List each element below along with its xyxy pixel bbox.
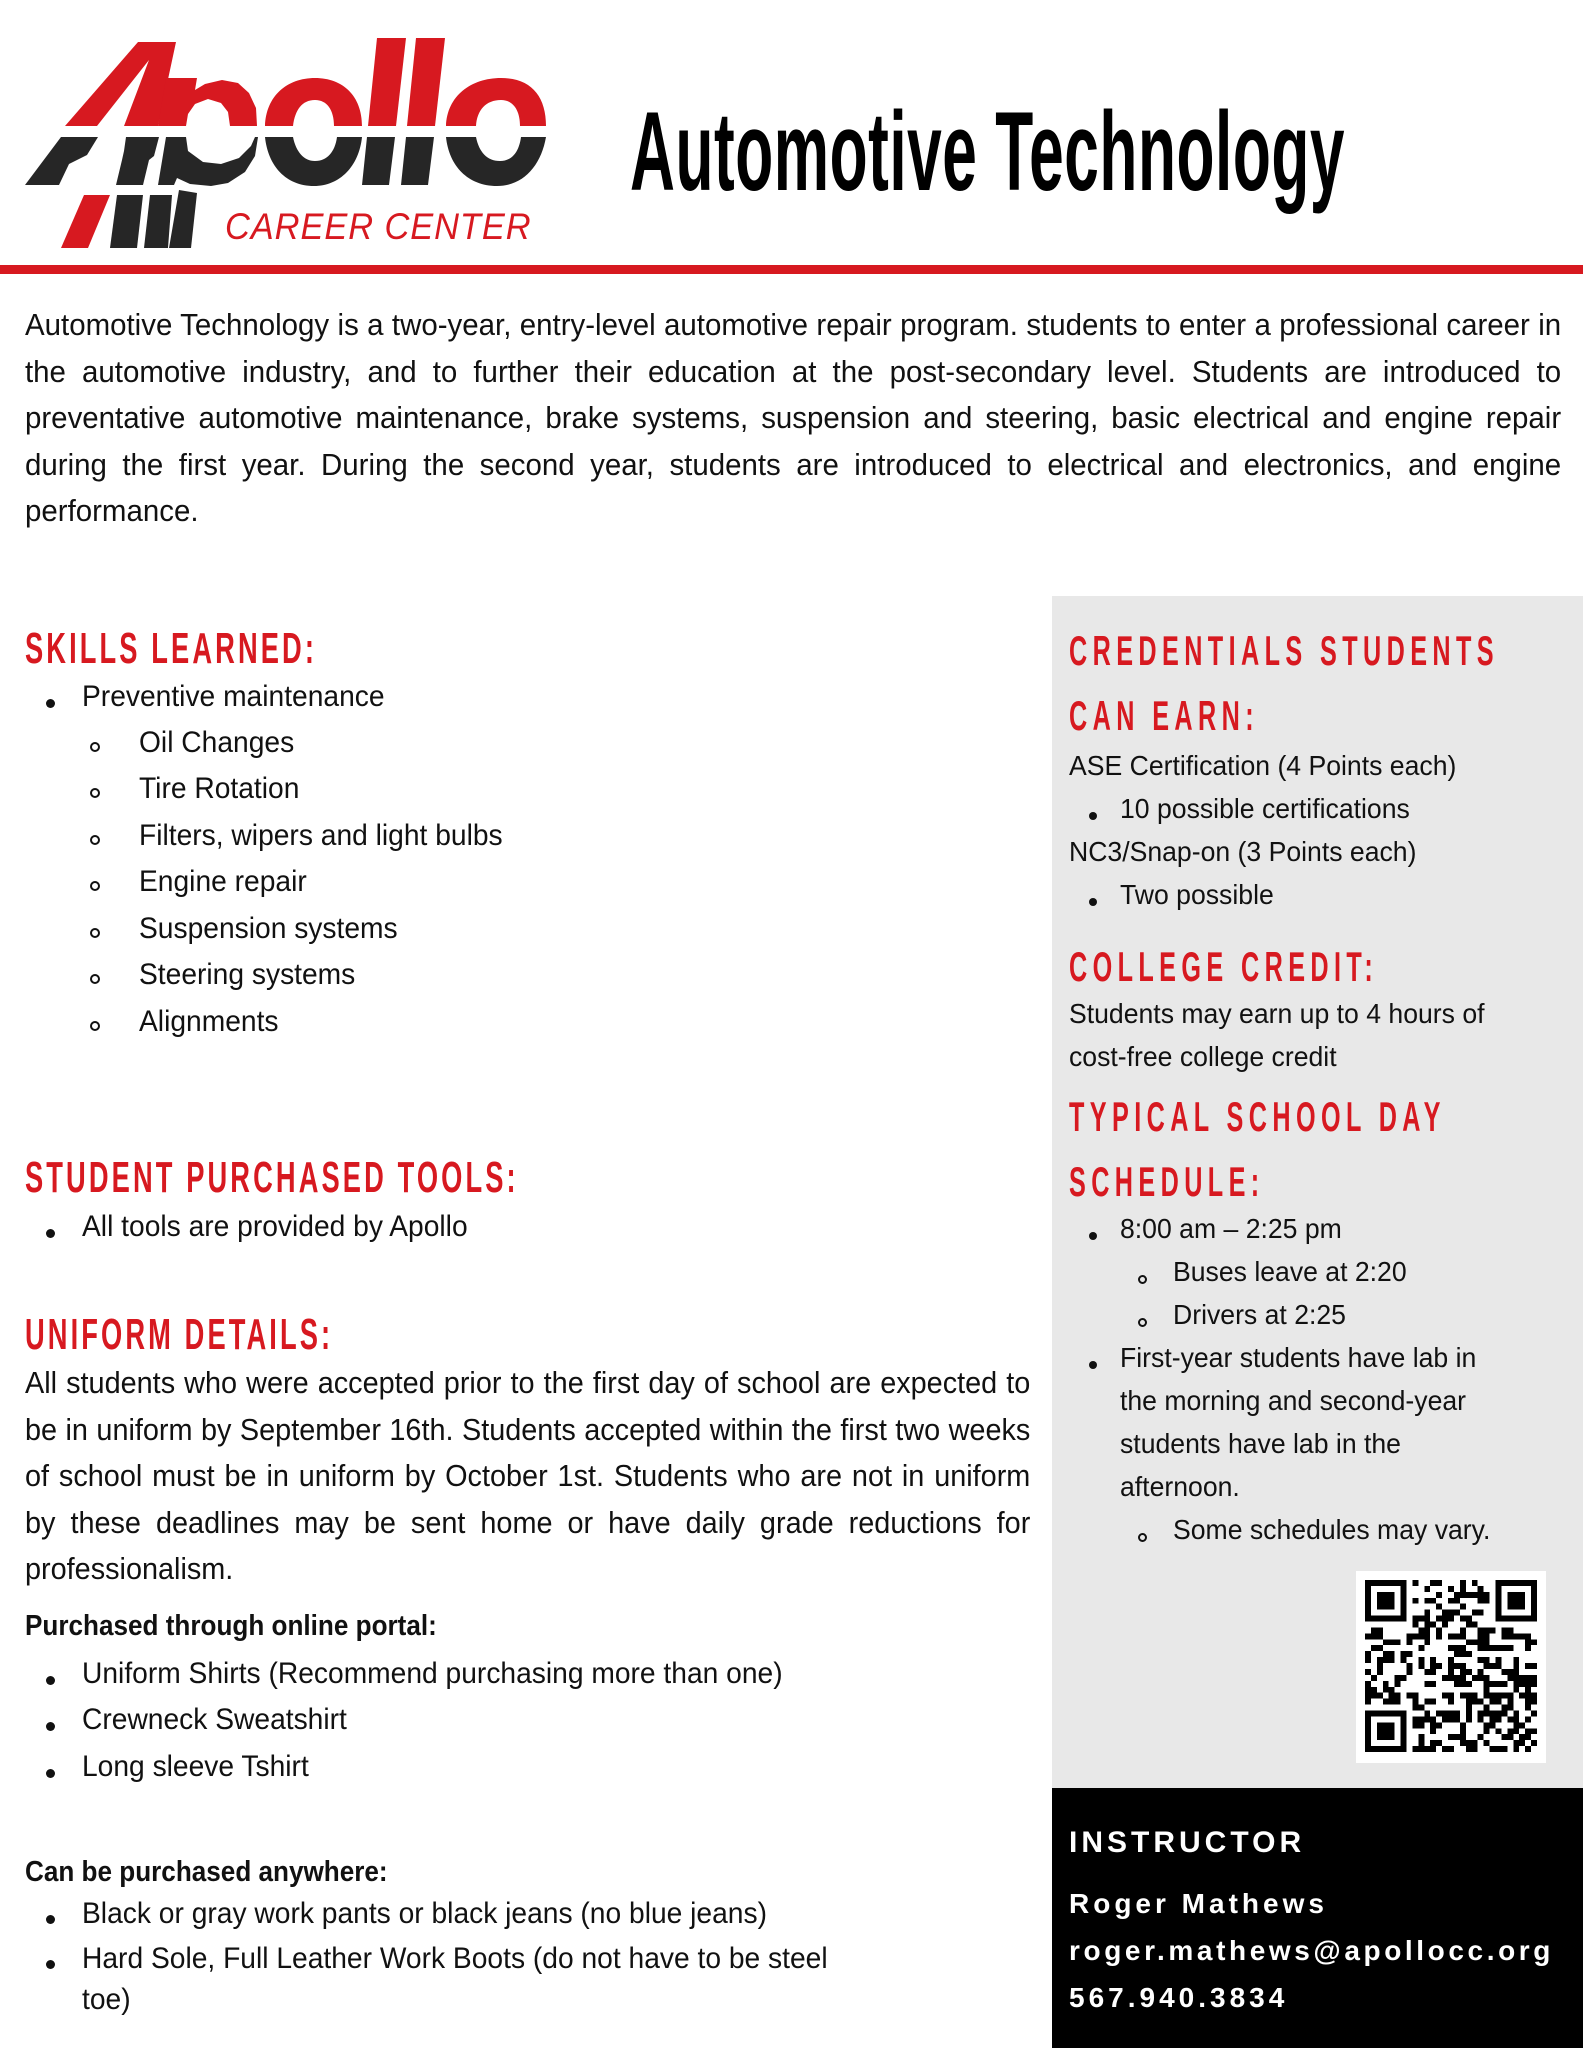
- bullet-icon: [46, 699, 55, 708]
- intro-text: Automotive Technology is a two-year, entry-level automotive repair program. students to enter a professional career in the automotive industry, and to further their education at the post-secondary level. Students are introduced to preventative automotive maintenance, brake systems, suspension and steering, basic electrical and engine repair during the first year. During the second year, students are introduced to electrical and electronics, and engine performance.: [25, 307, 1562, 529]
- bullet-icon: [46, 1960, 55, 1969]
- college-heading: COLLEGE CREDIT:: [1069, 943, 1379, 990]
- tools-heading: STUDENT PURCHASED TOOLS:: [25, 1153, 519, 1202]
- uniform-text: All students who were accepted prior to the first day of school are expected to be in uniform by September 16th. Students accepted within the first two weeks of school must be in uniform by October 1st. Students who are not in uniform by these deadlines may be sent home or have daily grade reductions for professionalism.: [25, 1365, 1031, 1587]
- bullet-icon: [46, 1722, 55, 1731]
- circle-bullet-icon: [1138, 1318, 1147, 1327]
- instructor-label: INSTRUCTOR: [1069, 1826, 1306, 1859]
- skills-sub-item: Oil Changes: [139, 726, 295, 759]
- circle-bullet-icon: [90, 835, 100, 845]
- circle-bullet-icon: [90, 1021, 100, 1031]
- college-line1: Students may earn up to 4 hours of: [1069, 998, 1485, 1029]
- schedule-lab-line: students have lab in the: [1120, 1428, 1401, 1459]
- schedule-lab-sub: Some schedules may vary.: [1173, 1514, 1491, 1545]
- circle-bullet-icon: [90, 974, 100, 984]
- anywhere-item: Hard Sole, Full Leather Work Boots (do not have to be steel: [82, 1942, 828, 1975]
- credentials-nc3: NC3/Snap-on (3 Points each): [1069, 836, 1417, 867]
- header-divider: [0, 265, 1583, 274]
- uniform-paragraph: [25, 1360, 1030, 1593]
- bullet-icon: [1089, 1232, 1097, 1240]
- instructor-email[interactable]: roger.mathews@apollocc.org: [1069, 1935, 1554, 1966]
- skills-sub-item: Steering systems: [139, 958, 356, 991]
- bullet-icon: [46, 1676, 55, 1685]
- credentials-heading-line1: CREDENTIALS STUDENTS: [1069, 627, 1500, 674]
- college-line2: cost-free college credit: [1069, 1041, 1337, 1072]
- circle-bullet-icon: [90, 788, 100, 798]
- uniform-heading: UNIFORM DETAILS:: [25, 1310, 334, 1359]
- schedule-lab-line: First-year students have lab in: [1120, 1342, 1477, 1373]
- credentials-nc3-item: Two possible: [1120, 879, 1274, 910]
- portal-item: Uniform Shirts (Recommend purchasing more than one): [82, 1657, 783, 1690]
- bullet-icon: [1089, 898, 1097, 906]
- skills-heading: SKILLS LEARNED:: [25, 624, 318, 673]
- schedule-lab-line: the morning and second-year: [1120, 1385, 1467, 1416]
- credentials-ase: ASE Certification (4 Points each): [1069, 750, 1457, 781]
- instructor-phone[interactable]: 567.940.3834: [1069, 1982, 1289, 2013]
- bullet-icon: [1089, 812, 1097, 820]
- qr-code[interactable]: [1356, 1571, 1546, 1763]
- schedule-time-sub: Drivers at 2:25: [1173, 1299, 1346, 1330]
- anywhere-item: Black or gray work pants or black jeans (no blue jeans): [82, 1897, 767, 1930]
- logo-subtitle: CAREER CENTER: [225, 206, 532, 247]
- skills-main-item: Preventive maintenance: [82, 680, 385, 713]
- anywhere-item-continued: toe): [82, 1983, 131, 2016]
- bullet-icon: [46, 1229, 55, 1238]
- bullet-icon: [46, 1769, 55, 1778]
- skills-sub-item: Alignments: [139, 1005, 279, 1038]
- bullet-icon: [46, 1915, 55, 1924]
- schedule-lab-line: afternoon.: [1120, 1471, 1240, 1502]
- portal-item: Crewneck Sweatshirt: [82, 1703, 347, 1736]
- tools-item: All tools are provided by Apollo: [82, 1210, 468, 1243]
- schedule-heading-line2: SCHEDULE:: [1069, 1158, 1265, 1205]
- bullet-icon: [1089, 1361, 1097, 1369]
- circle-bullet-icon: [90, 881, 100, 891]
- portal-label: Purchased through online portal:: [25, 1610, 437, 1642]
- schedule-heading-line1: TYPICAL SCHOOL DAY: [1069, 1093, 1446, 1140]
- portal-item: Long sleeve Tshirt: [82, 1750, 309, 1783]
- skills-sub-item: Suspension systems: [139, 912, 398, 945]
- skills-sub-item: Tire Rotation: [139, 772, 300, 805]
- circle-bullet-icon: [1138, 1275, 1147, 1284]
- skills-sub-item: Engine repair: [139, 865, 307, 898]
- page-title: Automotive Technology: [630, 89, 1345, 214]
- skills-sub-item: Filters, wipers and light bulbs: [139, 819, 503, 852]
- intro-paragraph: [25, 302, 1561, 535]
- instructor-name: Roger Mathews: [1069, 1888, 1328, 1919]
- schedule-time: 8:00 am – 2:25 pm: [1120, 1213, 1342, 1244]
- circle-bullet-icon: [90, 742, 100, 752]
- circle-bullet-icon: [90, 928, 100, 938]
- credentials-ase-item: 10 possible certifications: [1120, 793, 1410, 824]
- credentials-heading-line2: CAN EARN:: [1069, 692, 1259, 739]
- schedule-time-sub: Buses leave at 2:20: [1173, 1256, 1407, 1287]
- qr-code-icon: [1365, 1580, 1537, 1752]
- anywhere-label: Can be purchased anywhere:: [25, 1856, 388, 1888]
- circle-bullet-icon: [1138, 1533, 1147, 1542]
